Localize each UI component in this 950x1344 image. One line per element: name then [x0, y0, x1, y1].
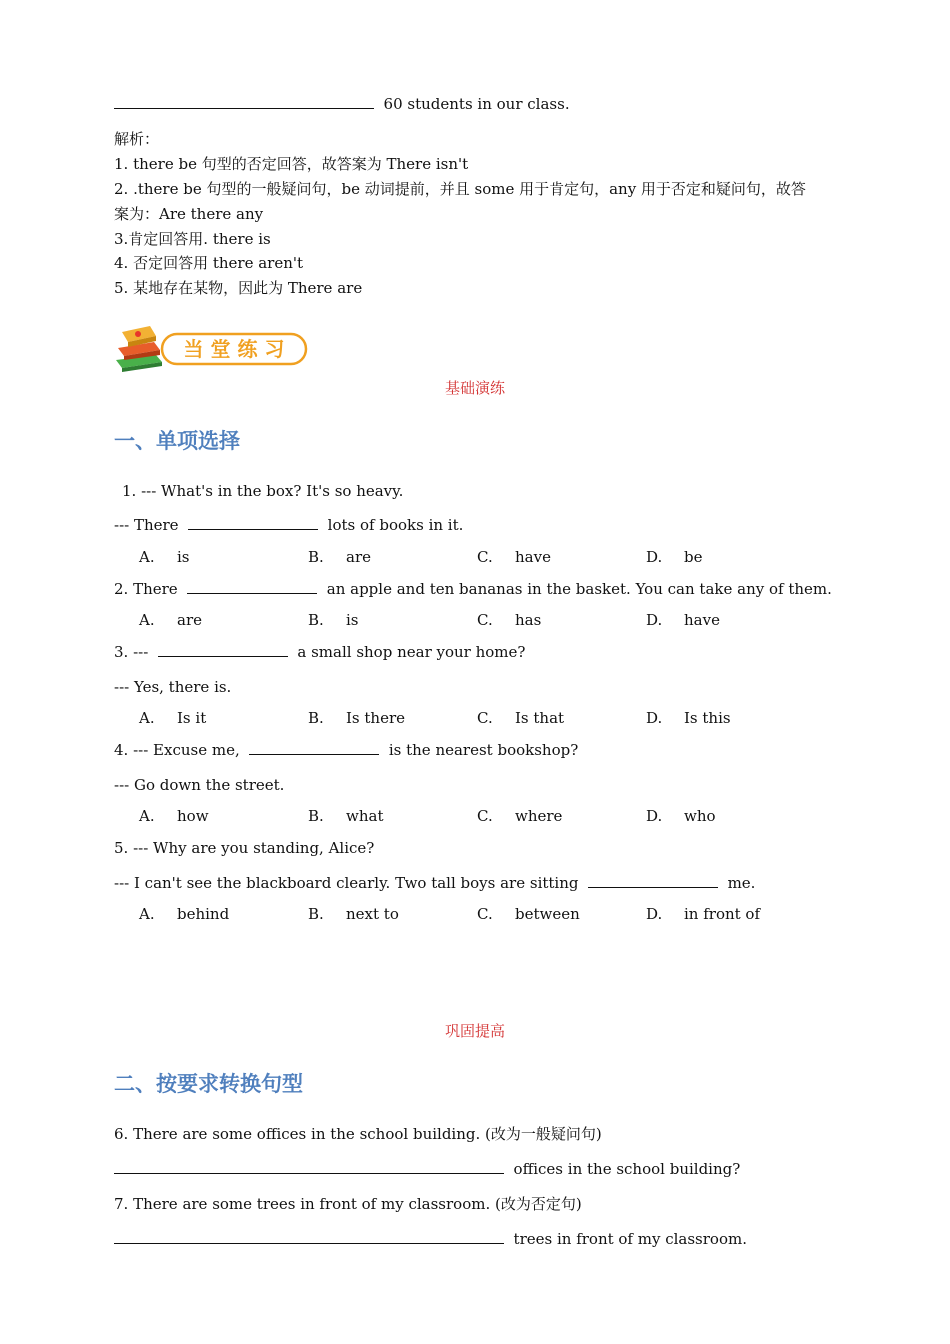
q2-pre: 2. There: [114, 580, 178, 598]
option-text: where: [515, 807, 563, 825]
q4-option-b[interactable]: [308, 806, 383, 826]
option-text: have: [684, 611, 720, 629]
option-text: have: [515, 548, 551, 566]
q1-pre: --- There: [114, 516, 179, 534]
fill-line: [114, 94, 570, 114]
q4-post: is the nearest bookshop?: [388, 741, 579, 759]
q1-option-b[interactable]: [308, 547, 371, 567]
fill-line-text: 60 students in our class.: [383, 95, 570, 113]
q5-post: me.: [727, 874, 756, 892]
books-icon: [116, 326, 162, 372]
analysis-item: 2. .there be 句型的一般疑问句，be 动词提前，并且 some 用于肯定句，any 用于否定和疑问句，故答: [114, 180, 806, 198]
q1-line2: [114, 515, 463, 535]
q2-option-c[interactable]: [477, 610, 541, 630]
q3-option-b[interactable]: [308, 708, 405, 728]
option-text: how: [177, 807, 209, 825]
q4-option-d[interactable]: [646, 806, 716, 826]
option-letter: C.: [477, 807, 493, 825]
q2-line: [114, 579, 832, 599]
option-text: is: [346, 611, 359, 629]
option-letter: C.: [477, 905, 493, 923]
option-text: Is there: [346, 709, 406, 727]
answer-blank[interactable]: [114, 1229, 504, 1244]
option-text: Is this: [684, 709, 731, 727]
option-text: what: [346, 807, 384, 825]
option-text: are: [177, 611, 202, 629]
option-letter: A.: [139, 905, 155, 923]
q6-answer-line: [114, 1159, 740, 1179]
option-letter: B.: [308, 611, 324, 629]
answer-blank[interactable]: [114, 1159, 504, 1174]
q2-option-d[interactable]: [646, 610, 720, 630]
option-text: next to: [346, 905, 399, 923]
option-letter: C.: [477, 548, 493, 566]
q6-post: offices in the school building?: [513, 1160, 741, 1178]
q3-option-d[interactable]: [646, 708, 731, 728]
option-letter: B.: [308, 905, 324, 923]
analysis-item: 1. there be 句型的否定回答，故答案为 There isn't: [114, 155, 469, 173]
classroom-practice-banner: [114, 322, 310, 374]
option-text: is: [177, 548, 190, 566]
q5-option-c[interactable]: [477, 904, 580, 924]
q2-post: an apple and ten bananas in the basket. You can take any of them.: [326, 580, 832, 598]
q2-option-b[interactable]: [308, 610, 359, 630]
option-letter: D.: [646, 709, 663, 727]
q5-option-a[interactable]: [139, 904, 229, 924]
q5-option-d[interactable]: [646, 904, 760, 924]
q7-post: trees in front of my classroom.: [513, 1230, 747, 1248]
option-text: Is that: [515, 709, 565, 727]
q1-post: lots of books in it.: [327, 516, 464, 534]
answer-blank[interactable]: [114, 94, 374, 109]
subtitle-basic: 基础演练: [444, 379, 505, 397]
q4-line2: --- Go down the street.: [114, 776, 285, 794]
q7-answer-line: [114, 1229, 747, 1249]
option-text: between: [515, 905, 580, 923]
q4-line1: [114, 740, 578, 760]
option-text: behind: [177, 905, 230, 923]
q6-line1: 6. There are some offices in the school building. (改为一般疑问句): [114, 1125, 602, 1143]
option-letter: D.: [646, 548, 663, 566]
analysis-item: 4. 否定回答用 there aren't: [114, 254, 304, 272]
q1-line1: 1. --- What's in the box? It's so heavy.: [122, 482, 404, 500]
answer-blank[interactable]: [249, 740, 379, 755]
answer-blank[interactable]: [187, 579, 317, 594]
option-letter: D.: [646, 807, 663, 825]
option-letter: A.: [139, 709, 155, 727]
q5-line1: 5. --- Why are you standing, Alice?: [114, 839, 375, 857]
option-letter: B.: [308, 807, 324, 825]
answer-blank[interactable]: [588, 873, 718, 888]
option-text: has: [515, 611, 542, 629]
section-heading-single-choice: 一、单项选择: [114, 428, 240, 453]
analysis-item: 3.肯定回答用. there is: [114, 230, 271, 248]
option-text: are: [346, 548, 371, 566]
q2-option-a[interactable]: [139, 610, 202, 630]
q1-option-a[interactable]: [139, 547, 190, 567]
option-text: Is it: [177, 709, 207, 727]
option-text: in front of: [684, 905, 761, 923]
option-letter: B.: [308, 709, 324, 727]
option-letter: A.: [139, 611, 155, 629]
q5-line2: [114, 873, 755, 893]
q5-pre: --- I can't see the blackboard clearly. Two tall boys are sitting: [114, 874, 579, 892]
option-letter: A.: [139, 548, 155, 566]
answer-blank[interactable]: [188, 515, 318, 530]
q5-option-b[interactable]: [308, 904, 399, 924]
answer-blank[interactable]: [158, 642, 288, 657]
option-text: be: [684, 548, 703, 566]
q1-option-c[interactable]: [477, 547, 551, 567]
option-letter: C.: [477, 611, 493, 629]
q3-post: a small shop near your home?: [297, 643, 526, 661]
analysis-title: 解析：: [114, 130, 160, 148]
option-text: who: [684, 807, 716, 825]
option-letter: A.: [139, 807, 155, 825]
q3-pre: 3. ---: [114, 643, 149, 661]
q1-option-d[interactable]: [646, 547, 702, 567]
q3-line1: [114, 642, 525, 662]
option-letter: D.: [646, 611, 663, 629]
section-heading-transform: 二、按要求转换句型: [114, 1071, 303, 1096]
option-letter: C.: [477, 709, 493, 727]
subtitle-consolidate: 巩固提高: [444, 1022, 505, 1040]
q4-pre: 4. --- Excuse me,: [114, 741, 240, 759]
q3-option-a[interactable]: [139, 708, 206, 728]
q3-option-c[interactable]: [477, 708, 564, 728]
q4-option-a[interactable]: [139, 806, 209, 826]
option-letter: B.: [308, 548, 324, 566]
q4-option-c[interactable]: [477, 806, 562, 826]
q7-line1: 7. There are some trees in front of my classroom. (改为否定句): [114, 1195, 582, 1213]
q3-line2: --- Yes, there is.: [114, 678, 232, 696]
banner-text: 当 堂 练 习: [183, 337, 285, 361]
analysis-item: 案为：Are there any: [114, 205, 264, 223]
analysis-item: 5. 某地存在某物，因此为 There are: [114, 279, 363, 297]
option-letter: D.: [646, 905, 663, 923]
